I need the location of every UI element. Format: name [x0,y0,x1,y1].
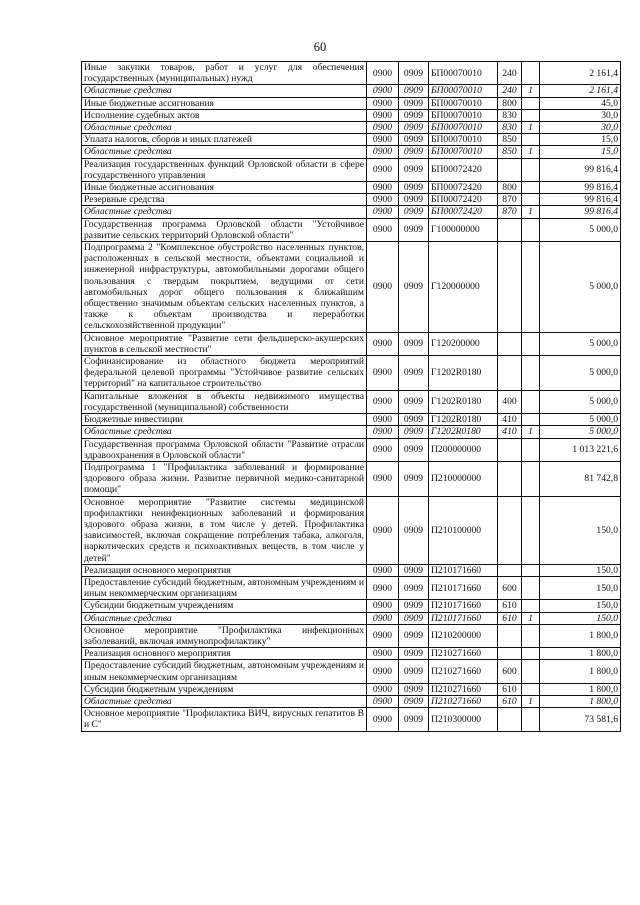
section-code: 0900 [367,85,399,97]
section-code: 0900 [367,624,399,647]
row-name: Областные средства [82,85,367,97]
expense-kind-code: 610 [498,612,522,624]
table-row [82,461,621,496]
target-article-code: П210271660 [429,695,498,707]
section-code: 0900 [367,426,399,438]
subsection-code: 0909 [399,109,429,121]
table-row [82,390,621,413]
funding-source-code [522,648,540,660]
expense-kind-code: 600 [498,576,522,599]
expense-kind-code [498,438,522,461]
target-article-code: П210100000 [429,496,498,564]
section-code: 0900 [367,62,399,85]
section-code: 0900 [367,576,399,599]
table-row [82,414,621,426]
expense-kind-code: 800 [498,97,522,109]
section-code: 0900 [367,496,399,564]
amount: 1 800,0 [540,683,621,695]
budget-table [81,61,621,732]
amount: 99 816,4 [540,194,621,206]
subsection-code: 0909 [399,648,429,660]
subsection-code: 0909 [399,122,429,134]
subsection-code: 0909 [399,182,429,194]
amount: 1 800,0 [540,660,621,683]
amount: 99 816,4 [540,206,621,218]
table-row [82,576,621,599]
amount: 73 581,6 [540,708,621,731]
table-row [82,660,621,683]
funding-source-code [522,218,540,241]
row-name: Субсидии бюджетным учреждениям [82,600,367,612]
funding-source-code: 1 [522,612,540,624]
target-article-code: П210000000 [429,461,498,496]
row-name: Иные закупки товаров, работ и услуг для обеспечения государственных (муниципальных) нужд [82,62,367,85]
target-article-code: П210300000 [429,708,498,731]
table-row [82,182,621,194]
funding-source-code [522,97,540,109]
table-row [82,218,621,241]
funding-source-code [522,158,540,181]
row-name: Реализация основного мероприятия [82,564,367,576]
expense-kind-code: 600 [498,660,522,683]
row-name: Основное мероприятие "Развитие системы медицинской профилактики неинфекционных заболеваний и формирования здорового образа жизни, в том числе у детей. Профилактика зависимостей, включая сокращение потребления табака, алкоголя, наркотических средств и психоактивных веществ, в том числе у детей" [82,496,367,564]
section-code: 0900 [367,660,399,683]
subsection-code: 0909 [399,414,429,426]
subsection-code: 0909 [399,438,429,461]
amount: 150,0 [540,496,621,564]
row-name: Предоставление субсидий бюджетным, автономным учреждениям и иным некоммерческим организациям [82,576,367,599]
funding-source-code: 1 [522,85,540,97]
row-name: Подпрограмма 2 "Комплексное обустройство населенных пунктов, расположенных в сельской местности, объектами социальной и инженерной инфраструктуры, автомобильными дорогами общего пользования с твердым покрытием, ведущими от сети автомобильных дорог общего пользования к ближайшим общественно значимым объектам сельских населенных пунктов, а также к объектам производства и переработки сельскохозяйственной продукции" [82,242,367,333]
target-article-code: Г120200000 [429,332,498,355]
amount: 150,0 [540,612,621,624]
target-article-code: П210171660 [429,564,498,576]
expense-kind-code [498,624,522,647]
expense-kind-code [498,648,522,660]
target-article-code: БП00070010 [429,109,498,121]
amount: 5 000,0 [540,332,621,355]
row-name: Областные средства [82,206,367,218]
subsection-code: 0909 [399,390,429,413]
row-name: Уплата налогов, сборов и иных платежей [82,134,367,146]
amount: 30,0 [540,122,621,134]
section-code: 0900 [367,356,399,391]
funding-source-code: 1 [522,206,540,218]
funding-source-code: 1 [522,695,540,707]
target-article-code: Г1202R0180 [429,426,498,438]
funding-source-code [522,109,540,121]
table-row [82,206,621,218]
target-article-code: Г120000000 [429,242,498,333]
row-name: Государственная программа Орловской области "Развитие отрасли здравоохранения в Орловской области" [82,438,367,461]
funding-source-code [522,660,540,683]
expense-kind-code: 410 [498,426,522,438]
amount: 5 000,0 [540,414,621,426]
amount: 1 800,0 [540,695,621,707]
expense-kind-code [498,708,522,731]
section-code: 0900 [367,158,399,181]
target-article-code: БП00070010 [429,134,498,146]
expense-kind-code: 850 [498,134,522,146]
funding-source-code [522,332,540,355]
amount: 150,0 [540,564,621,576]
row-name: Иные бюджетные ассигнования [82,97,367,109]
target-article-code: П210271660 [429,648,498,660]
row-name: Субсидии бюджетным учреждениям [82,683,367,695]
expense-kind-code: 610 [498,600,522,612]
funding-source-code [522,564,540,576]
section-code: 0900 [367,242,399,333]
expense-kind-code: 410 [498,414,522,426]
row-name: Софинансирование из областного бюджета мероприятий федеральной целевой программы "Устойчивое развитие сельских территорий" на капитальное строительство [82,356,367,391]
funding-source-code [522,390,540,413]
target-article-code: БП00070010 [429,85,498,97]
table-row [82,356,621,391]
amount: 99 816,4 [540,182,621,194]
target-article-code: П210171660 [429,612,498,624]
funding-source-code [522,461,540,496]
subsection-code: 0909 [399,564,429,576]
table-row [82,600,621,612]
table-row [82,648,621,660]
amount: 81 742,8 [540,461,621,496]
subsection-code: 0909 [399,206,429,218]
target-article-code: БП00072420 [429,194,498,206]
subsection-code: 0909 [399,146,429,158]
expense-kind-code: 610 [498,695,522,707]
amount: 5 000,0 [540,218,621,241]
table-row [82,695,621,707]
section-code: 0900 [367,612,399,624]
subsection-code: 0909 [399,242,429,333]
expense-kind-code [498,332,522,355]
row-name: Основное мероприятие "Профилактика инфекционных заболеваний, включая иммунопрофилактику" [82,624,367,647]
row-name: Государственная программа Орловской области "Устойчивое развитие сельских территорий Орловской области" [82,218,367,241]
expense-kind-code [498,461,522,496]
target-article-code: БП00072420 [429,206,498,218]
row-name: Резервные средства [82,194,367,206]
subsection-code: 0909 [399,496,429,564]
subsection-code: 0909 [399,97,429,109]
row-name: Предоставление субсидий бюджетным, автономным учреждениям и иным некоммерческим организациям [82,660,367,683]
subsection-code: 0909 [399,600,429,612]
section-code: 0900 [367,648,399,660]
target-article-code: Г1202R0180 [429,390,498,413]
amount: 30,0 [540,109,621,121]
funding-source-code [522,600,540,612]
amount: 150,0 [540,576,621,599]
subsection-code: 0909 [399,158,429,181]
amount: 5 000,0 [540,390,621,413]
table-row [82,134,621,146]
row-name: Подпрограмма 1 "Профилактика заболеваний и формирование здорового образа жизни. Развитие первичной медико-санитарной помощи" [82,461,367,496]
row-name: Бюджетные инвестиции [82,414,367,426]
expense-kind-code: 830 [498,109,522,121]
section-code: 0900 [367,461,399,496]
row-name: Областные средства [82,695,367,707]
subsection-code: 0909 [399,356,429,391]
section-code: 0900 [367,600,399,612]
section-code: 0900 [367,708,399,731]
table-row [82,122,621,134]
target-article-code: Г1202R0180 [429,356,498,391]
target-article-code: БП00072420 [429,182,498,194]
section-code: 0900 [367,564,399,576]
target-article-code: БП00070010 [429,62,498,85]
expense-kind-code [498,242,522,333]
subsection-code: 0909 [399,85,429,97]
section-code: 0900 [367,122,399,134]
table-row [82,146,621,158]
row-name: Иные бюджетные ассигнования [82,182,367,194]
subsection-code: 0909 [399,426,429,438]
row-name: Капитальные вложения в объекты недвижимого имущества государственной (муниципальной) собственности [82,390,367,413]
subsection-code: 0909 [399,218,429,241]
expense-kind-code: 240 [498,62,522,85]
section-code: 0900 [367,218,399,241]
row-name: Реализация государственных функций Орловской области в сфере государственного управления [82,158,367,181]
subsection-code: 0909 [399,708,429,731]
funding-source-code [522,182,540,194]
amount: 2 161,4 [540,85,621,97]
expense-kind-code: 800 [498,182,522,194]
expense-kind-code [498,356,522,391]
table-row [82,194,621,206]
section-code: 0900 [367,390,399,413]
subsection-code: 0909 [399,612,429,624]
target-article-code: П210171660 [429,576,498,599]
funding-source-code [522,134,540,146]
funding-source-code [522,496,540,564]
subsection-code: 0909 [399,62,429,85]
row-name: Исполнение судебных актов [82,109,367,121]
amount: 15,0 [540,134,621,146]
subsection-code: 0909 [399,134,429,146]
page-number: 60 [313,40,327,54]
section-code: 0900 [367,194,399,206]
amount: 5 000,0 [540,356,621,391]
funding-source-code: 1 [522,146,540,158]
funding-source-code [522,624,540,647]
amount: 5 000,0 [540,426,621,438]
amount: 2 161,4 [540,62,621,85]
target-article-code: БП00070010 [429,146,498,158]
amount: 15,0 [540,146,621,158]
expense-kind-code: 870 [498,206,522,218]
section-code: 0900 [367,332,399,355]
funding-source-code [522,62,540,85]
table-row [82,97,621,109]
table-row [82,683,621,695]
budget-table-body [82,62,621,732]
expense-kind-code: 870 [498,194,522,206]
expense-kind-code [498,564,522,576]
amount: 5 000,0 [540,242,621,333]
expense-kind-code [498,496,522,564]
funding-source-code: 1 [522,426,540,438]
table-row [82,62,621,85]
expense-kind-code: 830 [498,122,522,134]
table-row [82,332,621,355]
expense-kind-code: 240 [498,85,522,97]
target-article-code: П210271660 [429,660,498,683]
table-row [82,426,621,438]
subsection-code: 0909 [399,576,429,599]
section-code: 0900 [367,206,399,218]
target-article-code: П210271660 [429,683,498,695]
subsection-code: 0909 [399,461,429,496]
target-article-code: Г100000000 [429,218,498,241]
table-row [82,438,621,461]
row-name: Областные средства [82,146,367,158]
funding-source-code [522,194,540,206]
row-name: Основное мероприятие "Профилактика ВИЧ, вирусных гепатитов В и С" [82,708,367,731]
amount: 1 800,0 [540,624,621,647]
amount: 150,0 [540,600,621,612]
funding-source-code [522,576,540,599]
expense-kind-code [498,158,522,181]
funding-source-code [522,708,540,731]
row-name: Областные средства [82,426,367,438]
target-article-code: Г1202R0180 [429,414,498,426]
target-article-code: БП00070010 [429,122,498,134]
subsection-code: 0909 [399,194,429,206]
section-code: 0900 [367,146,399,158]
subsection-code: 0909 [399,683,429,695]
row-name: Областные средства [82,122,367,134]
funding-source-code: 1 [522,122,540,134]
table-row [82,564,621,576]
subsection-code: 0909 [399,624,429,647]
section-code: 0900 [367,683,399,695]
expense-kind-code: 850 [498,146,522,158]
row-name: Основное мероприятие "Развитие сети фельдшерско-акушерских пунктов в сельской местности" [82,332,367,355]
amount: 45,0 [540,97,621,109]
section-code: 0900 [367,182,399,194]
amount: 99 816,4 [540,158,621,181]
subsection-code: 0909 [399,660,429,683]
expense-kind-code [498,218,522,241]
table-row [82,624,621,647]
section-code: 0900 [367,414,399,426]
target-article-code: П210171660 [429,600,498,612]
table-row [82,85,621,97]
table-row [82,708,621,731]
funding-source-code [522,242,540,333]
section-code: 0900 [367,438,399,461]
row-name: Реализация основного мероприятия [82,648,367,660]
table-row [82,109,621,121]
amount: 1 013 221,6 [540,438,621,461]
amount: 1 800,0 [540,648,621,660]
funding-source-code [522,683,540,695]
funding-source-code [522,414,540,426]
target-article-code: П210200000 [429,624,498,647]
table-row [82,242,621,333]
funding-source-code [522,438,540,461]
expense-kind-code: 400 [498,390,522,413]
table-row [82,612,621,624]
row-name: Областные средства [82,612,367,624]
funding-source-code [522,356,540,391]
target-article-code: БП00070010 [429,97,498,109]
section-code: 0900 [367,695,399,707]
table-row [82,158,621,181]
section-code: 0900 [367,109,399,121]
section-code: 0900 [367,97,399,109]
subsection-code: 0909 [399,695,429,707]
section-code: 0900 [367,134,399,146]
table-row [82,496,621,564]
target-article-code: П200000000 [429,438,498,461]
subsection-code: 0909 [399,332,429,355]
target-article-code: БП00072420 [429,158,498,181]
expense-kind-code: 610 [498,683,522,695]
